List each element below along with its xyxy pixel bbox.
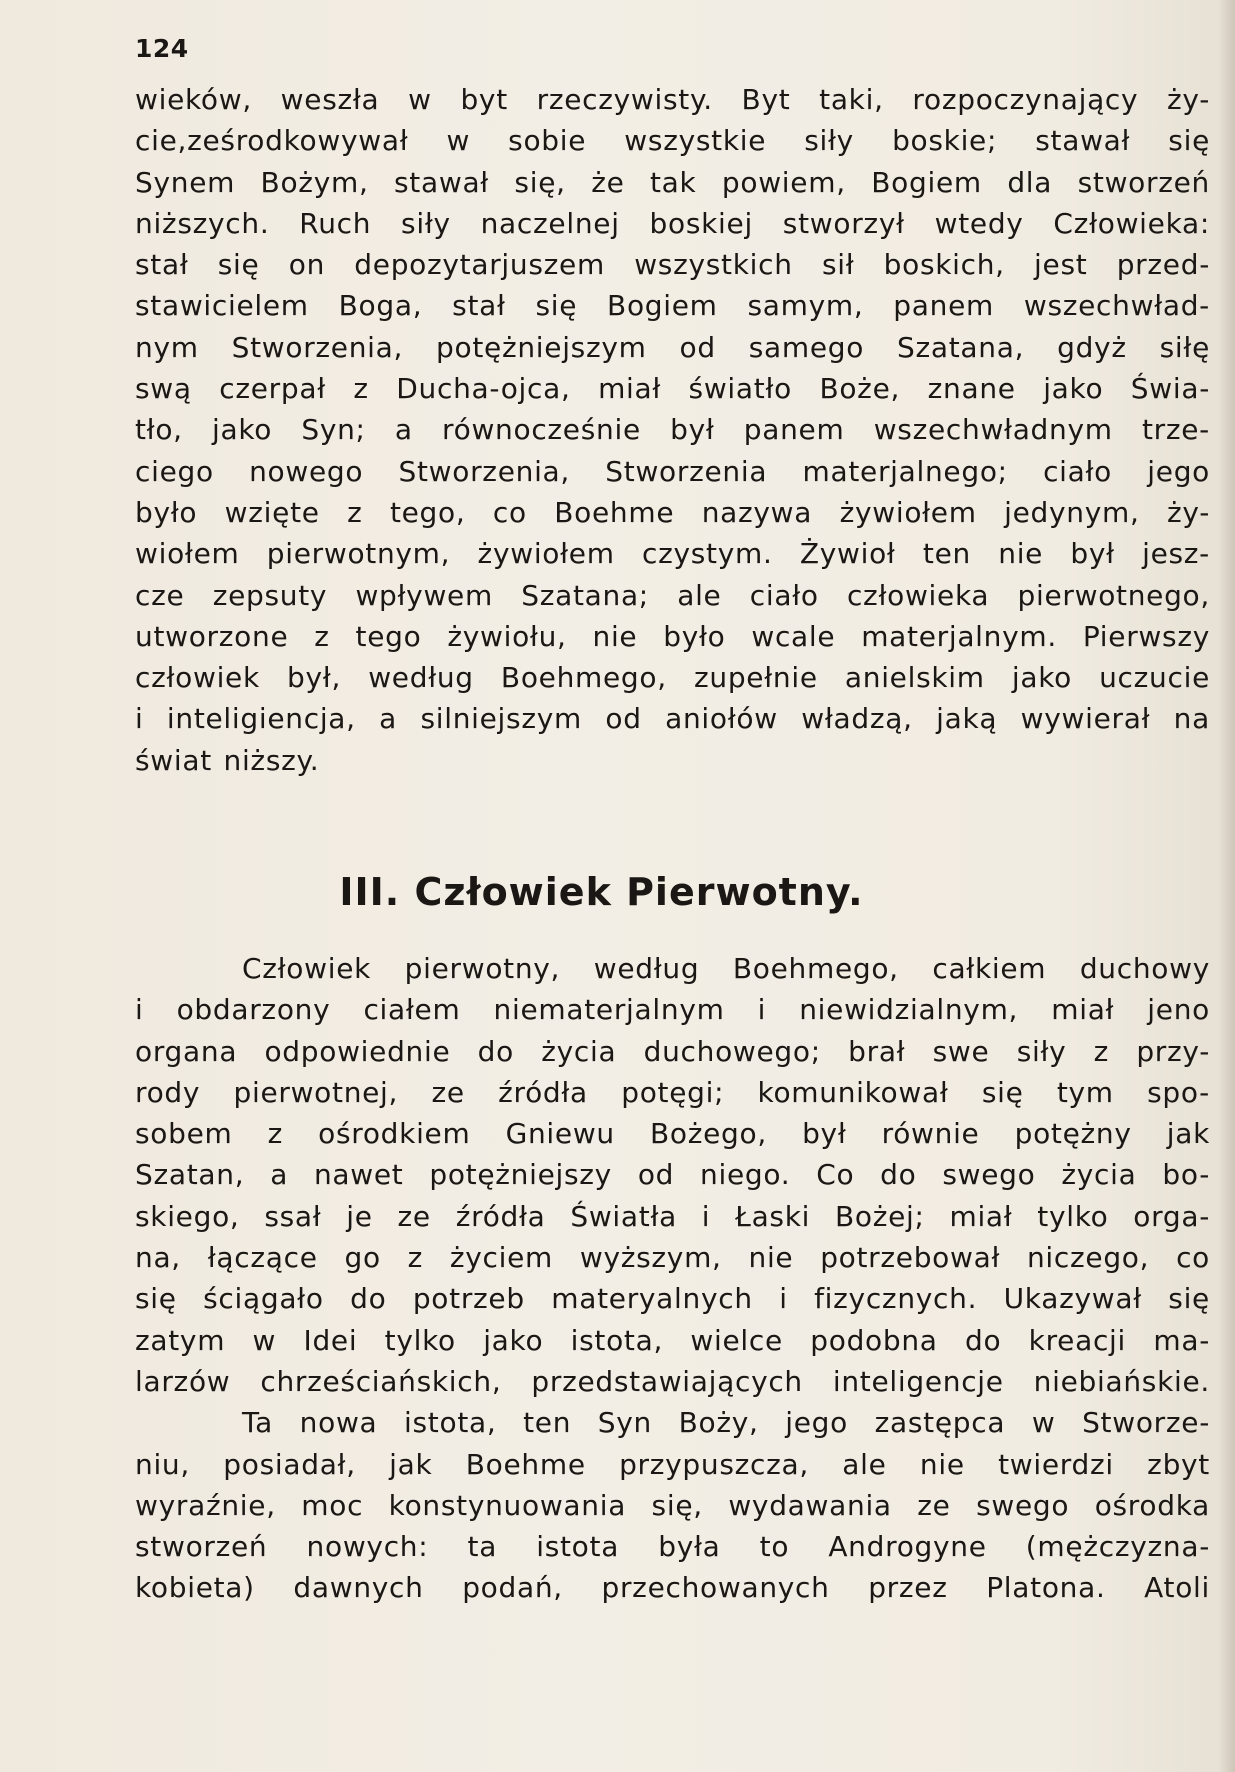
text-line: niższych. Ruch siły naczelnej boskiej stworzył wtedy Człowieka: bbox=[135, 206, 1210, 240]
page-number: 124 bbox=[135, 34, 189, 63]
section-heading-text: III. Człowiek Pierwotny. bbox=[339, 870, 864, 914]
paragraph-1 bbox=[135, 79, 1210, 781]
text-line: swą czerpał z Ducha-ojca, miał światło Boże, znane jako Świa- bbox=[135, 372, 1210, 406]
text-line: stawicielem Boga, stał się Bogiem samym, panem wszechwład- bbox=[135, 289, 1210, 323]
text-line: wieków, weszła w byt rzeczywisty. Byt taki, rozpoczynający ży- bbox=[135, 83, 1210, 116]
text-line: niu, posiadał, jak Boehme przypuszcza, ale nie twierdzi zbyt bbox=[135, 1447, 1210, 1481]
text-line: nym Stworzenia, potężniejszym od samego Szatana, gdyż siłę bbox=[135, 330, 1210, 364]
text-line: larzów chrześciańskich, przedstawiających inteligencje niebiańskie. bbox=[135, 1364, 1210, 1398]
section-heading bbox=[0, 870, 1235, 914]
text-line: rody pierwotnej, ze źródła potęgi; komunikował się tym spo- bbox=[135, 1075, 1210, 1109]
text-line: zatym w Idei tylko jako istota, wielce podobna do kreacji ma- bbox=[135, 1323, 1210, 1357]
text-line: się ściągało do potrzeb materyalnych i fizycznych. Ukazywał się bbox=[135, 1282, 1210, 1316]
text-line: stał się on depozytarjuszem wszystkich sił boskich, jest przed- bbox=[135, 248, 1210, 282]
text-line: i inteligiencja, a silniejszym od aniołów władzą, jaką wywierał na bbox=[135, 702, 1210, 736]
text-line: cze zepsuty wpływem Szatana; ale ciało człowieka pierwotnego, bbox=[135, 578, 1210, 612]
text-line: ciego nowego Stworzenia, Stworzenia materjalnego; ciało jego bbox=[135, 454, 1210, 488]
text-line: utworzone z tego żywiołu, nie było wcale materjalnym. Pierwszy bbox=[135, 619, 1210, 653]
text-line: tło, jako Syn; a równocześnie był panem wszechwładnym trze- bbox=[135, 413, 1210, 447]
text-line: stworzeń nowych: ta istota była to Androgyne (mężczyzna- bbox=[135, 1530, 1210, 1564]
text-line-indented: Ta nowa istota, ten Syn Boży, jego zastępca w Stworze- bbox=[242, 1406, 1210, 1440]
text-line: człowiek był, według Boehmego, zupełnie anielskim jako uczucie bbox=[135, 661, 1210, 695]
text-line: na, łączące go z życiem wyższym, nie potrzebował niczego, co bbox=[135, 1241, 1210, 1275]
text-line: było wzięte z tego, co Boehme nazywa żywiołem jedynym, ży- bbox=[135, 495, 1210, 529]
text-line-indented: Człowiek pierwotny, według Boehmego, całkiem duchowy bbox=[242, 952, 1210, 985]
text-line: Synem Bożym, stawał się, że tak powiem, Bogiem dla stworzeń bbox=[135, 165, 1210, 199]
text-line: kobieta) dawnych podań, przechowanych przez Platona. Atoli bbox=[135, 1571, 1210, 1605]
text-line: cie,ześrodkowywał w sobie wszystkie siły boskie; stawał się bbox=[135, 124, 1210, 158]
text-line: wiołem pierwotnym, żywiołem czystym. Żywioł ten nie był jesz- bbox=[135, 537, 1210, 571]
text-line: wyraźnie, moc konstynuowania się, wydawania ze swego ośrodka bbox=[135, 1488, 1210, 1522]
text-line: skiego, ssał je ze źródła Światła i Łaski Bożej; miał tylko orga- bbox=[135, 1199, 1210, 1233]
text-line: organa odpowiednie do życia duchowego; brał swe siły z przy- bbox=[135, 1034, 1210, 1068]
text-line: i obdarzony ciałem niematerjalnym i niewidzialnym, miał jeno bbox=[135, 993, 1210, 1027]
text-line: Szatan, a nawet potężniejszy od niego. Co do swego życia bo- bbox=[135, 1158, 1210, 1192]
text-line-last: świat niższy. bbox=[135, 743, 320, 777]
text-line: sobem z ośrodkiem Gniewu Bożego, był równie potężny jak bbox=[135, 1117, 1210, 1151]
paragraph-2-and-3 bbox=[135, 948, 1210, 1609]
